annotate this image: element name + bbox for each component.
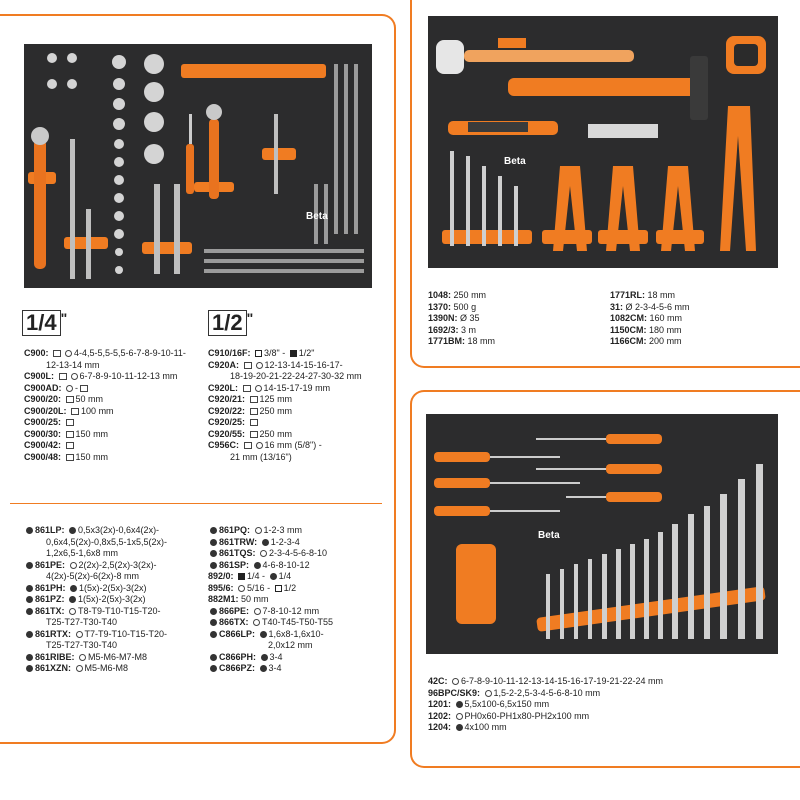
size-heading-half xyxy=(208,310,253,336)
spec-row: 1204: 4x100 mm xyxy=(428,722,507,732)
spec-row: 96BPC/SK9: 1,5-2-2,5-3-4-5-6-8-10 mm xyxy=(428,687,601,698)
spec-row: C920/55: 250 mm xyxy=(208,428,293,439)
spec-row: 1150CM: 180 mm xyxy=(610,324,682,335)
spec-row: 861LP: 0,5x3(2x)-0,6x4(2x)- xyxy=(24,525,167,537)
spec-row: 861TQS: 2-3-4-5-6-8-10 xyxy=(208,548,333,560)
spec-row: C866PH: 3-4 xyxy=(208,652,333,664)
inch-mark: " xyxy=(60,310,68,326)
spec-row: 892/0: 1/4 - 1/4 xyxy=(208,571,292,581)
beta-logo-left: Beta xyxy=(306,211,328,222)
size-heading-quarter xyxy=(22,310,67,336)
spec-row: C900/20L: 100 mm xyxy=(24,405,114,416)
spec-row: 1771BM: 18 mm xyxy=(428,336,496,346)
socket-tray-photo xyxy=(24,44,372,288)
spec-row: C910/16F: 3/8" - 1/2" xyxy=(208,348,315,358)
spec-row: C900/25: xyxy=(24,417,186,429)
hand-tools-tray-photo xyxy=(428,16,778,268)
size-label-quarter: 1/4 xyxy=(22,310,61,336)
wrench-tray-photo xyxy=(426,414,778,654)
spec-row: 1166CM: 200 mm xyxy=(610,336,682,346)
spec-row: C956C: 16 mm (5/8") - xyxy=(208,440,322,450)
spec-row: C900L: 6-7-8-9-10-11-12-13 mm xyxy=(24,371,178,381)
inch-mark: " xyxy=(246,310,254,326)
spec-row: C900: 4-4,5-5,5-5,5-6-7-8-9-10-11- xyxy=(24,348,186,358)
spec-row: 1390N: Ø 35 xyxy=(428,313,480,323)
spec-row: 861TX: T8-T9-T10-T15-T20- xyxy=(24,606,167,618)
spec-row: 42C: 6-7-8-9-10-11-12-13-14-15-16-17-19-21-22-24 mm xyxy=(428,676,663,686)
spec-row: 861PH: 1(5x)-2(5x)-3(2x) xyxy=(24,583,167,595)
spec-row: 1201: 5,5x100-6,5x150 mm xyxy=(428,699,550,709)
section-divider xyxy=(10,503,382,504)
spec-row: 866TX: T40-T45-T50-T55 xyxy=(208,617,333,629)
spec-row: 861SP: 4-6-8-10-12 xyxy=(208,560,333,572)
half-drive-spec-list xyxy=(208,348,362,463)
beta-logo-bottom: Beta xyxy=(538,530,560,541)
spec-row: 866PE: 7-8-10-12 mm xyxy=(208,606,333,618)
spec-row-cont: T25-T27-T30-T40 xyxy=(46,617,118,627)
spec-row-cont: 21 mm (13/16") xyxy=(230,451,292,462)
size-label-half: 1/2 xyxy=(208,310,247,336)
spec-row: C900/42: xyxy=(24,440,186,452)
socket-tray-illustration xyxy=(24,44,372,288)
spec-row: 895/6: 5/16 - 1/2 xyxy=(208,582,297,593)
spec-row: 861PE: 2(2x)-2,5(2x)-3(2x)- xyxy=(24,560,167,572)
spec-row-cont: T25-T27-T30-T40 xyxy=(46,640,118,650)
spec-row: C900/48: 150 mm xyxy=(24,451,109,462)
spec-row: 861XZN: M5-M6-M8 xyxy=(24,663,167,675)
spec-row: 1082CM: 160 mm xyxy=(610,313,683,323)
beta-logo-top: Beta xyxy=(504,156,526,167)
hand-tools-illustration xyxy=(428,16,778,268)
spec-row-cont: 18-19-20-21-22-24-27-30-32 mm xyxy=(230,371,362,381)
spec-row: 861TRW: 1-2-3-4 xyxy=(208,537,333,549)
spec-row-cont: 1,2x6,5-1,6x8 mm xyxy=(46,548,119,558)
bits-spec-list-left xyxy=(24,525,167,675)
bits-spec-list-right xyxy=(208,525,333,675)
spec-row-cont: 0,6x4,5(2x)-0,8x5,5-1x5,5(2x)- xyxy=(46,536,168,547)
spec-row: 1771RL: 18 mm xyxy=(610,290,676,300)
spec-row: 861PQ: 1-2-3 mm xyxy=(208,525,333,537)
spec-row: C920/22: 250 mm xyxy=(208,405,293,416)
spec-row: 1048: 250 mm xyxy=(428,290,487,300)
spec-row: 861RIBE: M5-M6-M7-M8 xyxy=(24,652,167,664)
spec-row: C920/21: 125 mm xyxy=(208,394,293,404)
spec-row: 1202: PH0x60-PH1x80-PH2x100 mm xyxy=(428,710,590,721)
spec-row: C900/20: 50 mm xyxy=(24,394,104,404)
spec-row: C900AD: - xyxy=(24,383,186,395)
spec-row-cont: 2,0x12 mm xyxy=(268,640,313,650)
spec-row: 1692/3: 3 m xyxy=(428,324,477,335)
spec-row: 1370: 500 g xyxy=(428,301,477,312)
spec-row: C866LP: 1,6x8-1,6x10- xyxy=(208,629,333,641)
spec-row: C920L: 14-15-17-19 mm xyxy=(208,382,331,393)
spec-row: C920/25: xyxy=(208,417,362,429)
spec-row: C920A: 12-13-14-15-16-17- xyxy=(208,359,343,370)
hand-tools-spec-col2 xyxy=(610,290,690,348)
spec-row: 861PZ: 1(5x)-2(5x)-3(2x) xyxy=(24,594,167,606)
wrench-spec-list xyxy=(428,676,663,734)
spec-row-cont: 4(2x)-5(2x)-6(2x)-8 mm xyxy=(46,571,140,581)
spec-row: 31: Ø 2-3-4-5-6 mm xyxy=(610,301,690,312)
wrench-tray-illustration xyxy=(426,414,778,654)
spec-row: 882M1: 50 mm xyxy=(208,594,269,604)
hand-tools-spec-col1 xyxy=(428,290,495,348)
spec-row: C900/30: 150 mm xyxy=(24,428,109,439)
spec-row: C866PZ: 3-4 xyxy=(208,663,333,675)
quarter-drive-spec-list xyxy=(24,348,186,463)
spec-row: 861RTX: T7-T9-T10-T15-T20- xyxy=(24,629,167,641)
spec-row-cont: 12-13-14 mm xyxy=(46,359,100,370)
